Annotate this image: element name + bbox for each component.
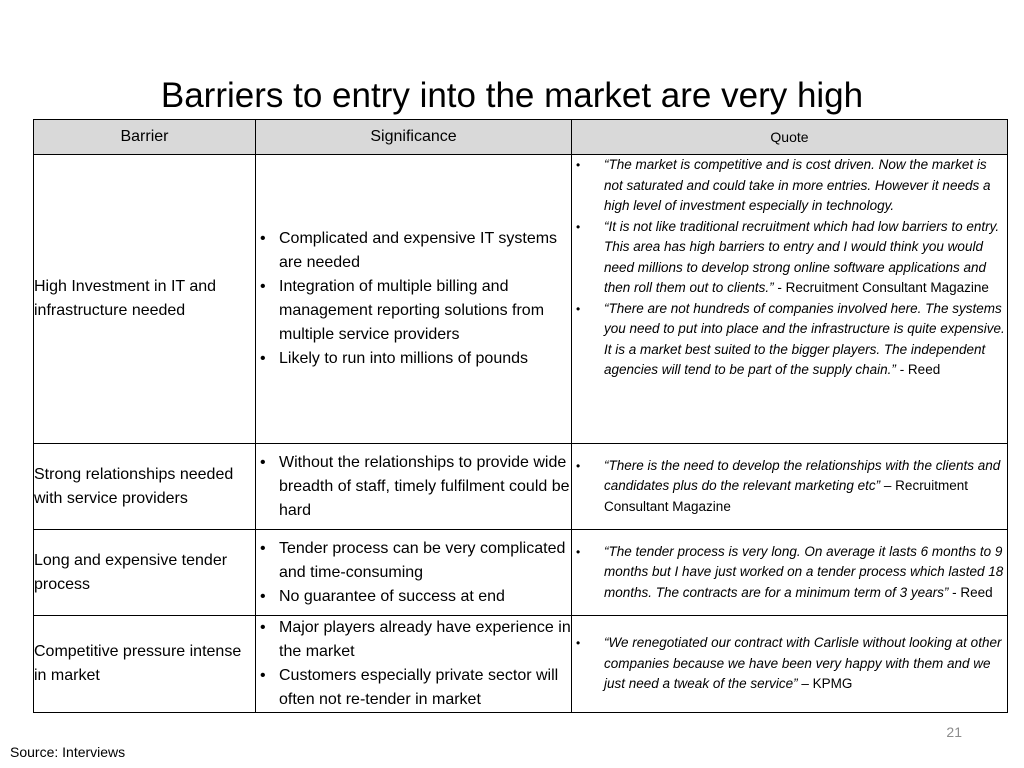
table-row <box>34 616 1008 713</box>
table-row <box>34 444 1008 530</box>
significance-item: • Complicated and expensive IT systems are needed <box>256 227 571 275</box>
quote-text: “It is not like traditional recruitment which had low barriers to entry. This area has high barriers to entry and I would think you would need millions to develop strong online software applications and then roll them out to clients.” <box>604 218 1000 295</box>
header-significance: Significance <box>256 120 572 155</box>
barrier-cell: High Investment in IT and infrastructure needed <box>34 155 256 444</box>
barrier-cell: Long and expensive tender process <box>34 530 256 616</box>
quote-source: – Recruitment Consultant Magazine <box>604 478 968 514</box>
table-row <box>34 155 1008 444</box>
header-quote: Quote <box>572 120 1008 155</box>
quote-cell <box>572 444 1008 530</box>
quote-cell <box>572 155 1008 444</box>
quote-list <box>572 155 1007 381</box>
significance-item: • Likely to run into millions of pounds <box>256 347 571 371</box>
significance-cell <box>256 155 572 444</box>
quote-text: “The market is competitive and is cost driven. Now the market is not saturated and could take in more entries. However it needs a high level of investment especially in technology. <box>604 157 991 213</box>
quote-cell <box>572 530 1008 616</box>
significance-cell <box>256 444 572 530</box>
quote-source: - Reed <box>948 584 993 600</box>
quote-item <box>572 155 1007 217</box>
significance-item: • Major players already have experience in the market <box>256 616 571 664</box>
header-barrier: Barrier <box>34 120 256 155</box>
significance-item: • No guarantee of success at end <box>256 585 571 609</box>
quote-source: – KPMG <box>797 676 853 692</box>
significance-list <box>256 616 571 712</box>
quote-source: - Reed <box>895 362 941 377</box>
quote-text: “We renegotiated our contract with Carlisle without looking at other companies because we have been very happy with them and we just need a tweak of the service” <box>604 635 1002 692</box>
quote-item <box>572 542 1007 604</box>
significance-cell <box>256 530 572 616</box>
page-number: 21 <box>946 724 962 740</box>
significance-list <box>256 451 571 523</box>
quote-source: - Recruitment Consultant Magazine <box>773 280 989 295</box>
quote-text: “The tender process is very long. On average it lasts 6 months to 9 months but I have just worked on a tender process which lasted 18 months. The contracts are for a minimum term of 3 years” <box>604 543 1004 600</box>
barriers-table <box>33 119 1008 713</box>
quote-text: “There is the need to develop the relationships with the clients and candidates plus do the relevant marketing etc” <box>604 457 1001 494</box>
source-note: Source: Interviews <box>10 744 126 760</box>
quote-list <box>572 633 1007 695</box>
quote-item <box>572 217 1007 299</box>
significance-item: • Tender process can be very complicated and time-consuming <box>256 537 571 585</box>
significance-cell <box>256 616 572 713</box>
quote-cell <box>572 616 1008 713</box>
quote-item <box>572 299 1007 381</box>
quote-list <box>572 456 1007 518</box>
significance-item: • Customers especially private sector will often not re-tender in market <box>256 664 571 712</box>
quote-text: “There are not hundreds of companies involved here. The systems you need to put into place and the infrastructure is quite expensive. It is a market best suited to the bigger players. The independent agencies will tend to be part of the supply chain.” <box>604 300 1005 377</box>
significance-item: • Without the relationships to provide wide breadth of staff, timely fulfilment could be hard <box>256 451 571 523</box>
table-header-row <box>34 120 1008 155</box>
significance-list <box>256 537 571 609</box>
barrier-cell: Competitive pressure intense in market <box>34 616 256 713</box>
quote-item <box>572 633 1007 695</box>
table-row <box>34 530 1008 616</box>
quote-item <box>572 456 1007 518</box>
slide-title: Barriers to entry into the market are very high <box>160 76 864 115</box>
significance-list <box>256 227 571 371</box>
quote-list <box>572 542 1007 604</box>
barrier-cell: Strong relationships needed with service providers <box>34 444 256 530</box>
significance-item: • Integration of multiple billing and management reporting solutions from multiple service providers <box>256 275 571 347</box>
